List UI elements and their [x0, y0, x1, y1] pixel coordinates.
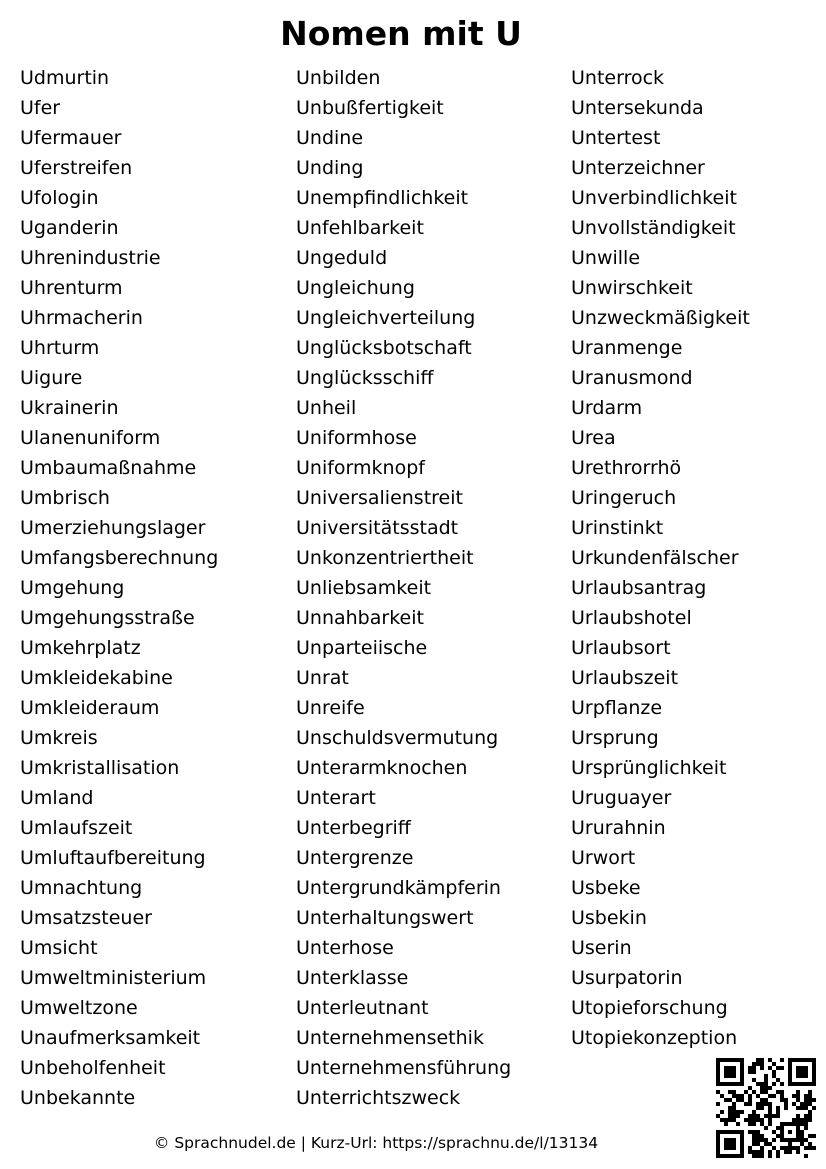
word-item: Urlaubsort	[571, 637, 671, 659]
word-item: Unbilden	[296, 67, 381, 89]
word-item: Ungeduld	[296, 247, 388, 269]
word-item: Urpflanze	[571, 697, 663, 719]
word-item: Urlaubshotel	[571, 607, 692, 629]
word-item: Undine	[296, 127, 364, 149]
word-item: Urlaubsantrag	[571, 577, 707, 599]
word-item: Unterarmknochen	[296, 757, 468, 779]
word-item: Umland	[20, 787, 94, 809]
word-item: Unschuldsvermutung	[296, 727, 499, 749]
word-item: Uruguayer	[571, 787, 672, 809]
qr-code-icon	[716, 1058, 816, 1158]
word-item: Unbeholfenheit	[20, 1057, 166, 1079]
word-item: Unheil	[296, 397, 357, 419]
word-item: Urinstinkt	[571, 517, 664, 539]
word-item: Usbekin	[571, 907, 647, 929]
word-item: Umsatzsteuer	[20, 907, 152, 929]
word-item: Ufologin	[20, 187, 99, 209]
word-item: Unterhaltungswert	[296, 907, 474, 929]
word-item: Uganderin	[20, 217, 119, 239]
footer-credit: © Sprachnudel.de | Kurz-Url: https://sprachnu.de/l/13134	[153, 1134, 599, 1152]
word-item: Umkleideraum	[20, 697, 160, 719]
word-item: Unkonzentriertheit	[296, 547, 474, 569]
word-item: Urkundenfälscher	[571, 547, 739, 569]
word-item: Unparteiische	[296, 637, 428, 659]
word-item: Usurpatorin	[571, 967, 683, 989]
word-item: Untergrenze	[296, 847, 414, 869]
word-item: Umfangsberechnung	[20, 547, 219, 569]
word-item: Unterklasse	[296, 967, 409, 989]
word-item: Unreife	[296, 697, 365, 719]
word-item: Uferstreifen	[20, 157, 133, 179]
word-item: Unrat	[296, 667, 349, 689]
word-item: Uranusmond	[571, 367, 693, 389]
word-item: Untersekunda	[571, 97, 704, 119]
word-item: Unaufmerksamkeit	[20, 1027, 201, 1049]
word-item: Umluftaufbereitung	[20, 847, 206, 869]
word-item: Uringeruch	[571, 487, 677, 509]
word-item: Universitätsstadt	[296, 517, 459, 539]
word-item: Umweltzone	[20, 997, 138, 1019]
word-item: Usbeke	[571, 877, 641, 899]
word-item: Umgehungsstraße	[20, 607, 195, 629]
word-item: Unzweckmäßigkeit	[571, 307, 750, 329]
word-item: Unwirschkeit	[571, 277, 693, 299]
word-item: Uhrenindustrie	[20, 247, 161, 269]
word-item: Unglücksbotschaft	[296, 337, 472, 359]
word-item: Umweltministerium	[20, 967, 207, 989]
word-item: Urlaubszeit	[571, 667, 679, 689]
word-item: Ursprung	[571, 727, 659, 749]
word-item: Utopiekonzeption	[571, 1027, 738, 1049]
word-item: Unterhose	[296, 937, 394, 959]
word-item: Umgehung	[20, 577, 125, 599]
word-item: Unterbegriff	[296, 817, 411, 839]
word-item: Uhrturm	[20, 337, 100, 359]
word-item: Umkreis	[20, 727, 98, 749]
word-item: Unterleutnant	[296, 997, 429, 1019]
word-item: Umkleidekabine	[20, 667, 173, 689]
word-item: Ukrainerin	[20, 397, 119, 419]
word-item: Ufermauer	[20, 127, 122, 149]
word-item: Unding	[296, 157, 364, 179]
word-item: Unternehmensethik	[296, 1027, 484, 1049]
word-item: Unliebsamkeit	[296, 577, 432, 599]
word-item: Ufer	[20, 97, 61, 119]
word-item: Unfehlbarkeit	[296, 217, 424, 239]
word-item: Ururahnin	[571, 817, 666, 839]
word-item: Untertest	[571, 127, 661, 149]
word-item: Umbaumaßnahme	[20, 457, 197, 479]
word-item: Uranmenge	[571, 337, 683, 359]
word-item: Umkristallisation	[20, 757, 180, 779]
word-item: Unterrichtszweck	[296, 1087, 461, 1109]
word-item: Umlaufszeit	[20, 817, 133, 839]
word-column-3	[571, 63, 750, 1053]
word-item: Ungleichung	[296, 277, 415, 299]
word-item: Unbußfertigkeit	[296, 97, 444, 119]
word-column-2	[296, 63, 511, 1113]
word-item: Unternehmensführung	[296, 1057, 512, 1079]
word-item: Urdarm	[571, 397, 643, 419]
word-item: Urea	[571, 427, 616, 449]
word-item: Unglücksschiff	[296, 367, 434, 389]
word-item: Umkehrplatz	[20, 637, 141, 659]
word-item: Ungleichverteilung	[296, 307, 476, 329]
word-item: Uhrmacherin	[20, 307, 143, 329]
word-item: Ursprünglichkeit	[571, 757, 727, 779]
word-item: Ulanenuniform	[20, 427, 161, 449]
word-item: Umsicht	[20, 937, 98, 959]
word-item: Universalienstreit	[296, 487, 463, 509]
word-item: Uigure	[20, 367, 83, 389]
word-item: Untergrundkämpferin	[296, 877, 501, 899]
word-item: Unverbindlichkeit	[571, 187, 737, 209]
page-title: Nomen mit U	[280, 14, 522, 53]
word-item: Urethrorrhö	[571, 457, 682, 479]
word-item: Userin	[571, 937, 632, 959]
word-item: Urwort	[571, 847, 636, 869]
word-item: Unbekannte	[20, 1087, 136, 1109]
word-item: Unvollständigkeit	[571, 217, 736, 239]
word-item: Unterart	[296, 787, 376, 809]
word-item: Unempfindlichkeit	[296, 187, 469, 209]
word-item: Umnachtung	[20, 877, 143, 899]
word-item: Uhrenturm	[20, 277, 123, 299]
word-item: Unterrock	[571, 67, 665, 89]
word-item: Unnahbarkeit	[296, 607, 424, 629]
word-item: Umerziehungslager	[20, 517, 206, 539]
word-item: Udmurtin	[20, 67, 110, 89]
word-item: Umbrisch	[20, 487, 110, 509]
word-item: Uniformhose	[296, 427, 417, 449]
word-item: Utopieforschung	[571, 997, 728, 1019]
word-item: Uniformknopf	[296, 457, 425, 479]
word-column-1	[20, 63, 218, 1113]
word-item: Unwille	[571, 247, 641, 269]
word-item: Unterzeichner	[571, 157, 705, 179]
